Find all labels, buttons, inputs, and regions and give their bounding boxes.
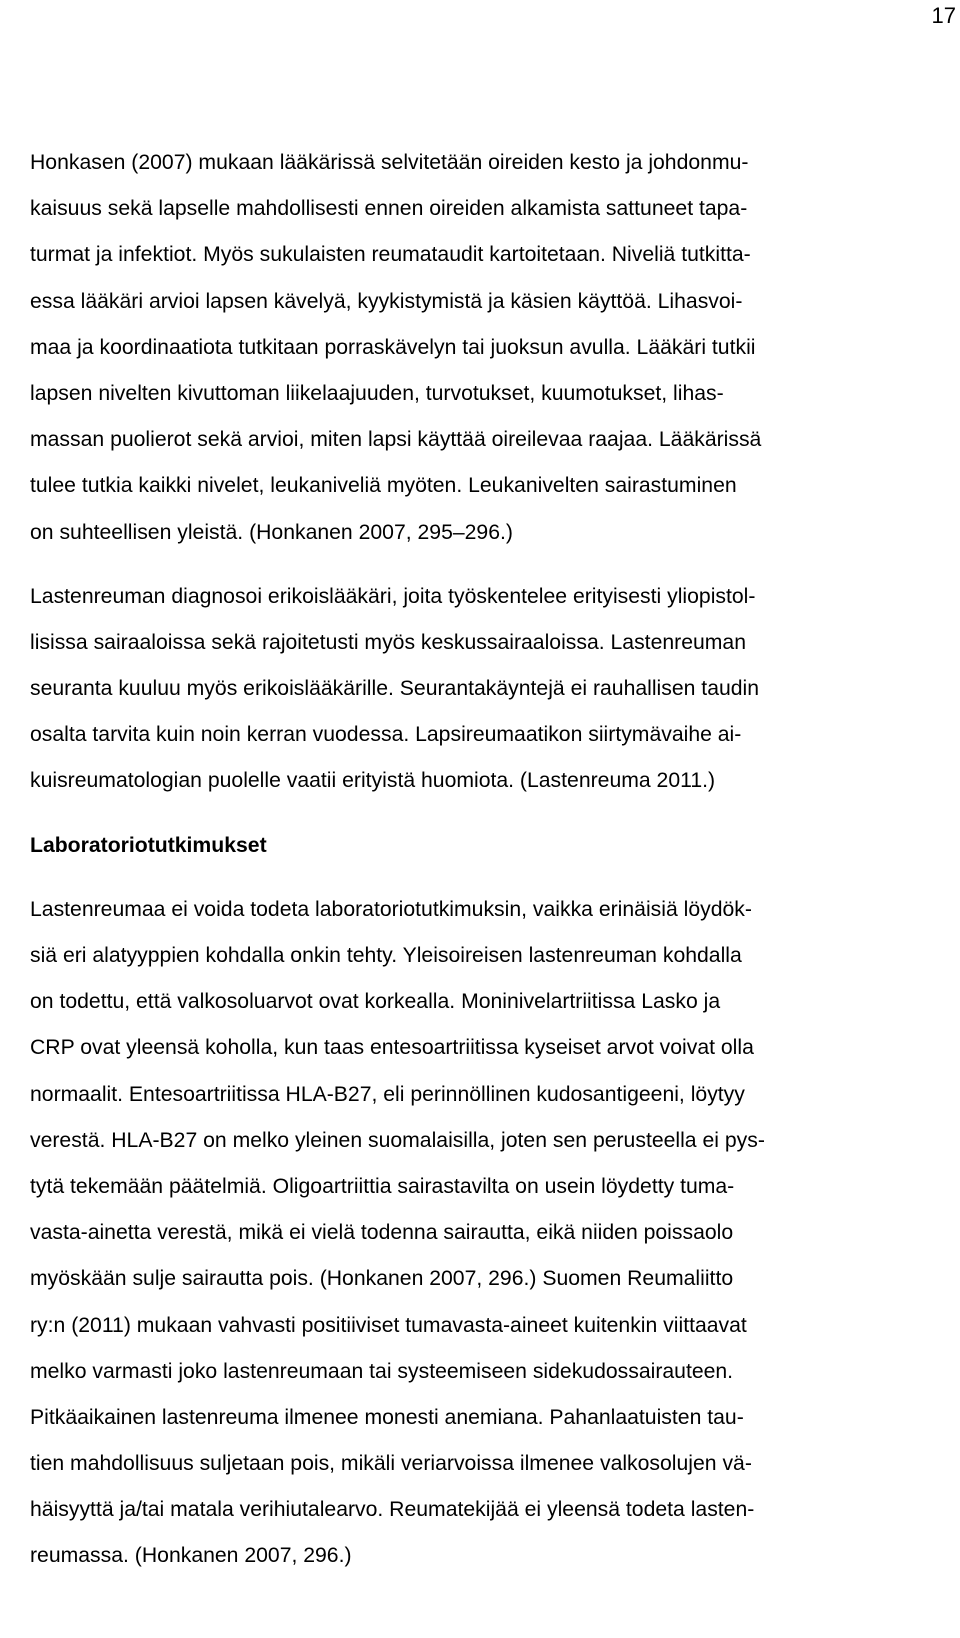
paragraph-gap	[30, 805, 926, 823]
text-line: normaalit. Entesoartriitissa HLA-B27, eli perinnöllinen kudosantigeeni, löytyy	[30, 1082, 745, 1106]
paragraph-laboratory	[30, 887, 926, 1580]
text-line: myöskään sulje sairautta pois. (Honkanen 2007, 296.) Suomen Reumaliitto	[30, 1267, 734, 1291]
text-line: lisissa sairaaloissa sekä rajoitetusti myös keskussairaaloissa. Lastenreuman	[30, 630, 746, 654]
document-body	[30, 140, 926, 1580]
text-line: Pitkäaikainen lastenreuma ilmenee monesti anemiana. Pahanlaatuisten tau-	[30, 1405, 744, 1429]
text-line: lapsen nivelten kivuttoman liikelaajuuden, turvotukset, kuumotukset, lihas-	[30, 381, 724, 405]
text-line: on todettu, että valkosoluarvot ovat korkealla. Moninivelartriitissa Lasko ja	[30, 990, 721, 1014]
text-line: melko varmasti joko lastenreumaan tai systeemiseen sidekudossairauteen.	[30, 1359, 734, 1383]
text-line: Lastenreumaa ei voida todeta laboratoriotutkimuksin, vaikka erinäisiä löydök-	[30, 897, 752, 921]
text-line: ry:n (2011) mukaan vahvasti positiiviset tumavasta-aineet kuitenkin viittaavat	[30, 1313, 747, 1337]
text-line: Honkasen (2007) mukaan lääkärissä selvitetään oireiden kesto ja johdonmu-	[30, 151, 749, 174]
text-line: verestä. HLA-B27 on melko yleinen suomalaisilla, joten sen perusteella ei pys-	[30, 1128, 765, 1152]
paragraph-gap	[30, 556, 926, 574]
text-line: tulee tutkia kaikki nivelet, leukaniveliä myöten. Leukanivelten sairastuminen	[30, 474, 737, 498]
text-line: turmat ja infektiot. Myös sukulaisten reumataudit kartoitetaan. Niveliä tutkitta-	[30, 243, 751, 267]
text-line: tien mahdollisuus suljetaan pois, mikäli veriarvoissa ilmenee valkosolujen vä-	[30, 1452, 752, 1476]
text-line: maa ja koordinaatiota tutkitaan porraskävelyn tai juoksun avulla. Lääkäri tutkii	[30, 335, 756, 359]
page-number: 17	[931, 3, 956, 28]
text-line: massan puolierot sekä arvioi, miten lapsi käyttää oireilevaa raajaa. Lääkärissä	[30, 428, 762, 452]
text-line: reumassa. (Honkanen 2007, 296.)	[30, 1544, 352, 1568]
text-line: seuranta kuuluu myös erikoislääkärille. Seurantakäyntejä ei rauhallisen taudin	[30, 677, 760, 701]
text-line: siä eri alatyyppien kohdalla onkin tehty. Yleisoireisen lastenreuman kohdalla	[30, 944, 742, 968]
section-heading: Laboratoriotutkimukset	[30, 833, 267, 857]
text-line: on suhteellisen yleistä. (Honkanen 2007, 295–296.)	[30, 520, 513, 544]
text-line: vasta-ainetta verestä, mikä ei vielä todenna sairautta, eikä niiden poissaolo	[30, 1221, 734, 1245]
paragraph-examination	[30, 140, 926, 556]
text-line: Lastenreuman diagnosoi erikoislääkäri, joita työskentelee erityisesti yliopistol-	[30, 584, 756, 608]
text-line: tytä tekemään päätelmiä. Oligoartriittia sairastavilta on usein löydetty tuma-	[30, 1174, 735, 1198]
text-line: kuisreumatologian puolelle vaatii erityistä huomiota. (Lastenreuma 2011.)	[30, 769, 716, 793]
text-line: CRP ovat yleensä koholla, kun taas entesoartriitissa kyseiset arvot voivat olla	[30, 1036, 754, 1060]
paragraph-gap	[30, 869, 926, 887]
text-line: häisyyttä ja/tai matala verihiutalearvo. Reumatekijää ei yleensä todeta lasten-	[30, 1498, 755, 1522]
text-line: osalta tarvita kuin noin kerran vuodessa. Lapsireumaatikon siirtymävaihe ai-	[30, 723, 742, 747]
paragraph-diagnosis	[30, 574, 926, 805]
text-line: essa lääkäri arvioi lapsen kävelyä, kyykistymistä ja käsien käyttöä. Lihasvoi-	[30, 289, 743, 313]
text-line: kaisuus sekä lapselle mahdollisesti ennen oireiden alkamista sattuneet tapa-	[30, 197, 748, 221]
